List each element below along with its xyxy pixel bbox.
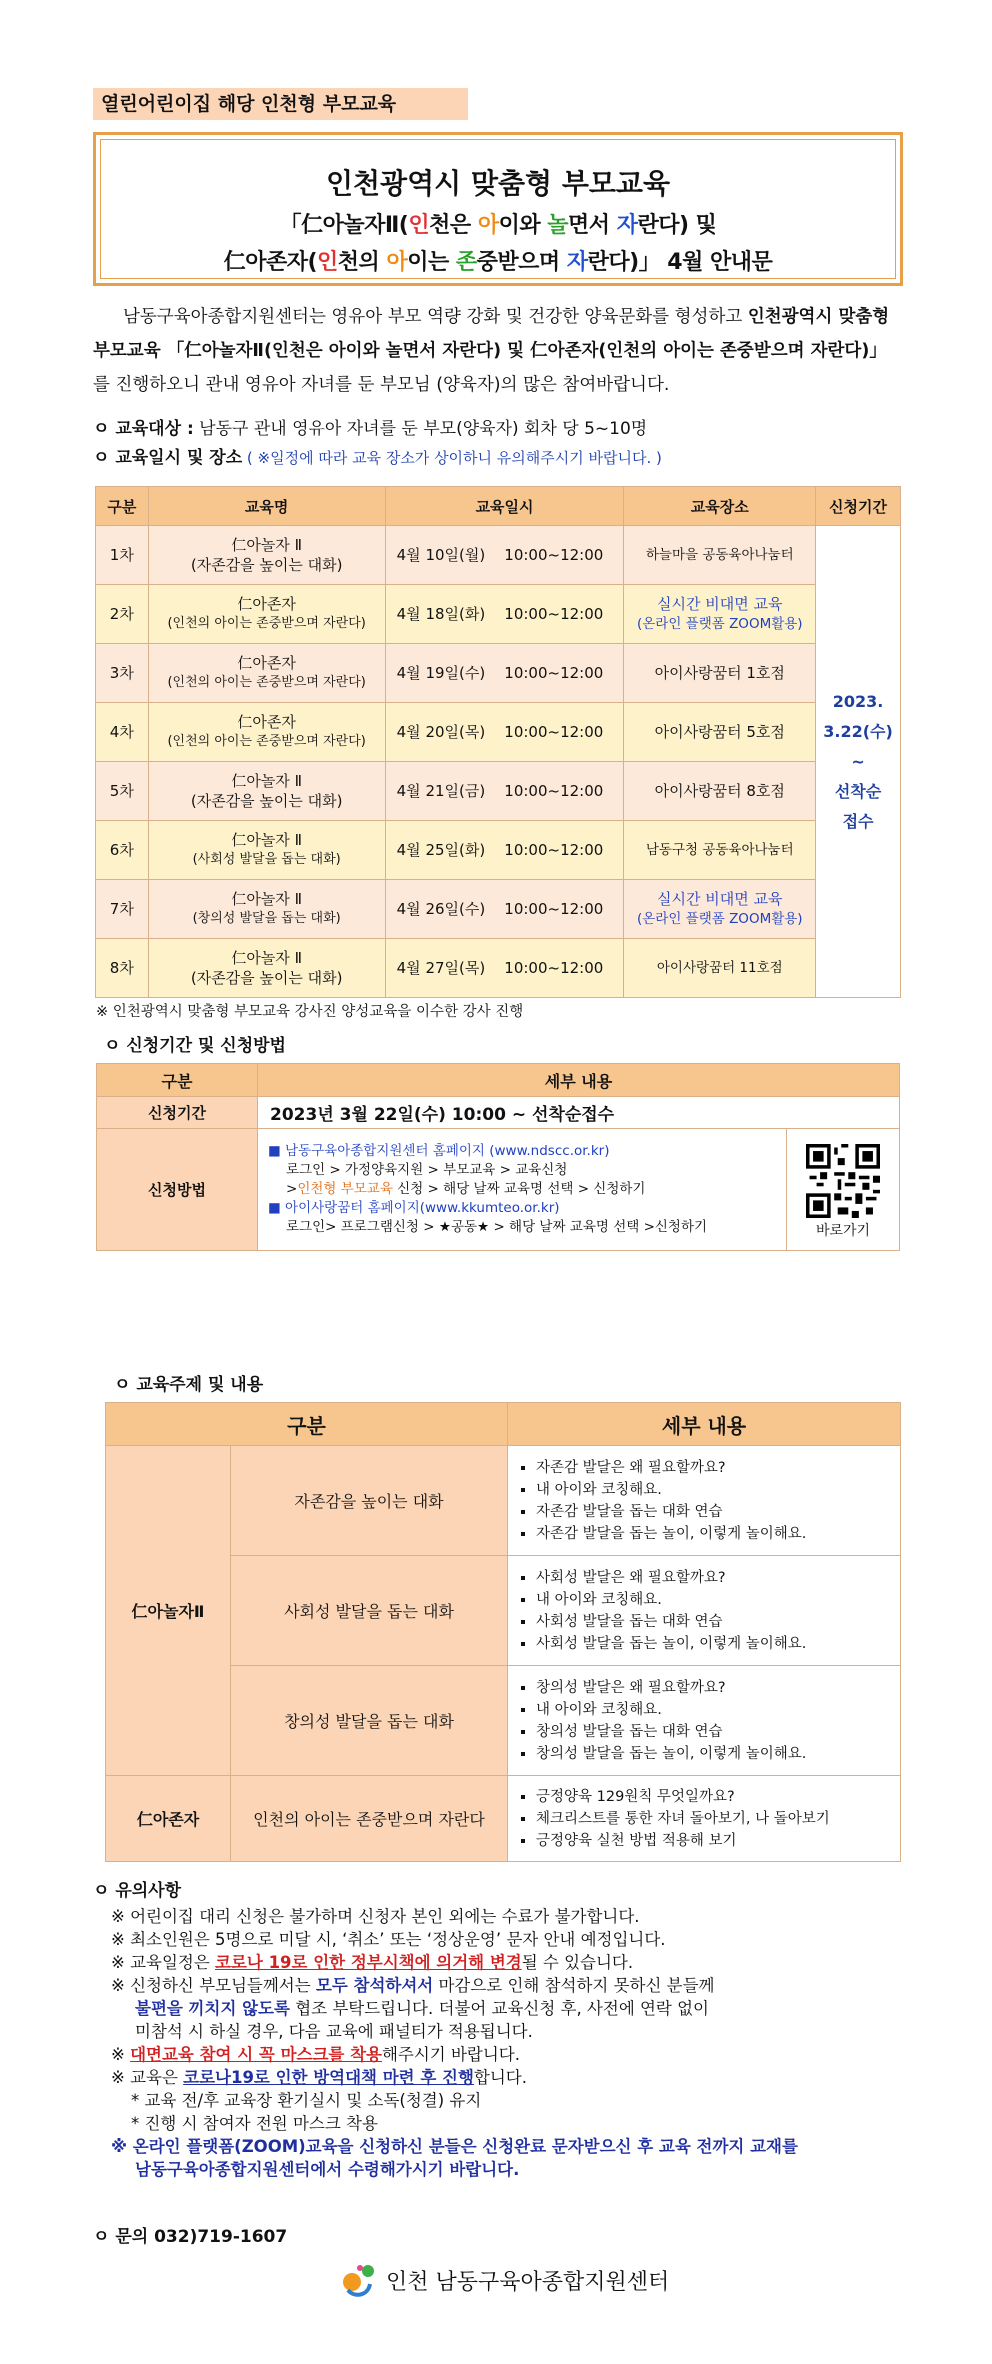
notes-section <box>93 1880 913 2181</box>
note-item: ※ 온라인 플랫폼(ZOOM)교육을 신청하신 분들은 신청완료 문자받으신 후 교육 전까지 교재를 <box>111 2137 798 2156</box>
session-place: 실시간 비대면 교육 (온라인 플랫폼 ZOOM활용) <box>624 880 816 939</box>
col-header: 교육일시 <box>385 487 624 526</box>
note-item: ※ 최소인원은 5명으로 미달 시, ‘취소’ 또는 ‘정상운영’ 문자 안내 예정입니다. <box>111 1930 666 1949</box>
method-step-highlight: 인천형 부모교육 <box>297 1181 393 1197</box>
topic-detail <box>508 1666 901 1776</box>
session-place: 아이사랑꿈터 5호점 <box>624 703 816 762</box>
schedule-row <box>96 526 901 585</box>
datetime-line <box>93 443 662 468</box>
col-header: 교육장소 <box>624 487 816 526</box>
target-label: ㅇ 교육대상 : <box>93 419 194 439</box>
intro-text-a: 남동구육아종합지원센터는 영유아 부모 역량 강화 및 건강한 양육문화를 형성하고 <box>123 307 748 327</box>
note-item: 남동구육아종합지원센터에서 수령해가시기 바랍니다. <box>135 2160 520 2179</box>
title-fragment: 존 <box>455 250 477 275</box>
topic-subject: 자존감을 높이는 대화 <box>231 1446 508 1556</box>
session-datetime: 4월 21일(금) 10:00~12:00 <box>385 762 624 821</box>
schedule-row <box>96 585 901 644</box>
session-number: 2차 <box>96 585 149 644</box>
schedule-row <box>96 703 901 762</box>
note-text: 해주시기 바랍니다. <box>381 2045 520 2064</box>
kkumteo-site-link[interactable]: 아이사랑꿈터 홈페이지(www.kkumteo.or.kr) <box>285 1200 560 1216</box>
session-name: 仁아놀자 Ⅱ (자존감을 높이는 대화) <box>148 939 385 998</box>
topic-subject: 창의성 발달을 돕는 대화 <box>231 1666 508 1776</box>
title-fragment: 仁아놀자Ⅱ( <box>301 213 409 238</box>
topic-detail <box>508 1776 901 1862</box>
session-name: 仁아놀자 Ⅱ (자존감을 높이는 대화) <box>148 526 385 585</box>
note-emphasis: 대면교육 참여 시 꼭 마스크를 착용 <box>130 2045 382 2064</box>
session-number: 7차 <box>96 880 149 939</box>
topic-category: 仁아놀자Ⅱ <box>106 1446 231 1776</box>
note-text: 미참석 시 하실 경우, 다음 교육에 패널티가 적용됩니다. <box>135 2022 533 2041</box>
title-fragment: 놀 <box>547 213 569 238</box>
note-text: 협조 부탁드립니다. 더불어 교육신청 후, 사전에 연락 없이 <box>289 1999 709 2018</box>
topic-detail-item: ▪ 체크리스트를 통한 자녀 돌아보기, 나 돌아보기 <box>536 1808 888 1830</box>
session-name: 仁아놀자 Ⅱ (자존감을 높이는 대화) <box>148 762 385 821</box>
col-header: 세부 내용 <box>508 1403 901 1446</box>
col-header: 구분 <box>106 1403 508 1446</box>
period-label: 신청기간 <box>97 1097 258 1129</box>
session-datetime: 4월 19일(수) 10:00~12:00 <box>385 644 624 703</box>
note-text: 합니다. <box>473 2068 527 2087</box>
topic-detail-item: ▪ 자존감 발달은 왜 필요할까요? <box>536 1457 888 1479</box>
period-value: 2023년 3월 22일(수) 10:00 ~ 선착순접수 <box>258 1097 900 1129</box>
note-emphasis: 코로나 19로 인한 정부시책에 의거해 변경 <box>215 1953 522 1972</box>
topic-detail-item: ▪ 긍정양육 실천 방법 적용해 보기 <box>536 1830 888 1852</box>
title-fragment: 이는 <box>407 250 456 275</box>
session-datetime: 4월 25일(화) 10:00~12:00 <box>385 821 624 880</box>
footer-logo <box>340 2262 669 2298</box>
footer-org-name: 인천 남동구육아종합지원센터 <box>386 2269 670 2295</box>
title-fragment: 천은 <box>429 213 478 238</box>
note-text: ※ 교육일정은 <box>111 1953 216 1972</box>
schedule-row <box>96 762 901 821</box>
topic-detail-item: ▪ 내 아이와 코칭해요. <box>536 1589 888 1611</box>
intro-paragraph <box>93 300 903 402</box>
session-name: 仁아존자 (인천의 아이는 존중받으며 자란다) <box>148 585 385 644</box>
topic-table <box>105 1402 901 1862</box>
target-value: 남동구 관내 영유아 자녀를 둔 부모(양육자) 회차 당 5~10명 <box>193 419 648 439</box>
ndscc-site-link[interactable]: 남동구육아종합지원센터 홈페이지 (www.ndscc.or.kr) <box>285 1143 610 1159</box>
title-fragment: 란다) 및 <box>637 213 717 238</box>
title-fragment: 仁아존자( <box>223 250 318 275</box>
category-badge: 열린어린이집 해당 인천형 부모교육 <box>93 88 468 120</box>
title-fragment: 자 <box>566 250 588 275</box>
title-fragment: 면서 <box>568 213 617 238</box>
title-fragment: 아 <box>477 213 499 238</box>
topic-category: 仁아존자 <box>106 1776 231 1862</box>
application-period: 2023. 3.22(수) ~ 선착순 접수 <box>816 526 901 998</box>
session-place: 아이사랑꿈터 11호점 <box>624 939 816 998</box>
note-item <box>93 2066 913 2089</box>
title-fragment: 아 <box>386 250 408 275</box>
note-emphasis: 코로나19로 인한 방역대책 마련 후 진행 <box>183 2068 474 2087</box>
session-number: 4차 <box>96 703 149 762</box>
method-label: 신청방법 <box>97 1129 258 1251</box>
session-datetime: 4월 26일(수) 10:00~12:00 <box>385 880 624 939</box>
topic-detail-item: ▪ 긍정양육 129원칙 무엇일까요? <box>536 1786 888 1808</box>
title-fragment: 중받으며 <box>476 250 567 275</box>
session-place: 실시간 비대면 교육 (온라인 플랫폼 ZOOM활용) <box>624 585 816 644</box>
title-fragment: 천의 <box>337 250 387 275</box>
topic-detail <box>508 1556 901 1666</box>
topic-section-title: ㅇ 교육주제 및 내용 <box>114 1375 264 1395</box>
title-fragment: 「 <box>279 213 302 238</box>
session-datetime: 4월 10일(월) 10:00~12:00 <box>385 526 624 585</box>
session-name: 仁아존자 (인천의 아이는 존중받으며 자란다) <box>148 644 385 703</box>
note-item: ※ 어린이집 대리 신청은 불가하며 신청자 본인 외에는 수료가 불가합니다. <box>111 1907 640 1926</box>
note-text: 마감으로 인해 참석하지 못하신 분들께 <box>433 1976 715 1995</box>
title-fragment: 인 <box>408 213 430 238</box>
method-step: 로그인 > 가정양육지원 > 부모교육 > 교육신청 <box>286 1162 568 1178</box>
method-step: 신청 > 해당 날짜 교육명 선택 > 신청하기 <box>392 1181 646 1197</box>
note-text: ※ 교육은 <box>111 2068 184 2087</box>
intro-text-bold: 인천광역시 맞춤형 부모교육 「仁아놀자Ⅱ(인천은 아이와 놀면서 자란다) 및 仁아존자(인천의 아이는 존중받으며 자란다)」 <box>93 307 890 361</box>
schedule-row <box>96 939 901 998</box>
topic-detail-item: ▪ 내 아이와 코칭해요. <box>536 1479 888 1501</box>
main-title: 인천광역시 맞춤형 부모교육 <box>325 167 671 200</box>
session-number: 1차 <box>96 526 149 585</box>
topic-detail-item: ▪ 창의성 발달을 돕는 대화 연습 <box>536 1721 888 1743</box>
session-number: 8차 <box>96 939 149 998</box>
schedule-footnote: ※ 인천광역시 맞춤형 부모교육 강사진 양성교육을 이수한 강사 진행 <box>96 1004 524 1020</box>
topic-detail-item: ▪ 자존감 발달을 돕는 놀이, 이렇게 놀이해요. <box>536 1523 888 1545</box>
method-detail: ■ 남동구육아종합지원센터 홈페이지 (www.ndscc.or.kr) 로그인 > 가정양육지원 > 부모교육 > 교육신청 >인천형 부모교육 신청 > 해당 날짜 교육명 선택 > 신청하기 ■ 아이사랑꿈터 홈페이지(www.kkumteo.or.kr) 로그인> 프로그램신청 > ★공동★ > 해당 날짜 교육명 선택 >신청하기 <box>258 1129 787 1251</box>
title-box <box>93 132 903 286</box>
note-text: 될 수 있습니다. <box>521 1953 634 1972</box>
session-number: 5차 <box>96 762 149 821</box>
topic-detail-item: ▪ 사회성 발달은 왜 필요할까요? <box>536 1567 888 1589</box>
topic-subject: 사회성 발달을 돕는 대화 <box>231 1556 508 1666</box>
note-text: ※ <box>111 2045 131 2064</box>
title-fragment: 자 <box>616 213 638 238</box>
topic-detail-item: ▪ 사회성 발달을 돕는 대화 연습 <box>536 1611 888 1633</box>
session-name: 仁아놀자 Ⅱ (사회성 발달을 돕는 대화) <box>148 821 385 880</box>
contact-line: ㅇ 문의 032)719-1607 <box>93 2227 288 2247</box>
topic-detail-item: ▪ 자존감 발달을 돕는 대화 연습 <box>536 1501 888 1523</box>
qr-cell[interactable] <box>787 1129 900 1251</box>
note-item <box>93 1951 913 1974</box>
schedule-row <box>96 644 901 703</box>
notes-title: ㅇ 유의사항 <box>93 1881 182 1901</box>
sub-title-line1 <box>101 208 895 239</box>
col-header: 교육명 <box>148 487 385 526</box>
col-header: 세부 내용 <box>258 1064 900 1097</box>
topic-detail-item: ▪ 내 아이와 코칭해요. <box>536 1699 888 1721</box>
session-number: 3차 <box>96 644 149 703</box>
title-fragment: 란다)」 4월 안내문 <box>587 250 773 275</box>
note-item <box>93 2043 913 2066</box>
session-place: 하늘마을 공동육아나눔터 <box>624 526 816 585</box>
schedule-row <box>96 880 901 939</box>
apply-section-title: ㅇ 신청기간 및 신청방법 <box>104 1036 286 1056</box>
schedule-table <box>95 486 901 998</box>
note-sub-item: * 진행 시 참여자 전원 마스크 착용 <box>131 2114 378 2133</box>
sub-title-line2 <box>101 245 895 276</box>
session-place: 아이사랑꿈터 8호점 <box>624 762 816 821</box>
intro-text-c: 를 진행하오니 관내 영유아 자녀를 둔 부모님 (양육자)의 많은 참여바랍니다. <box>93 375 670 395</box>
session-datetime: 4월 18일(화) 10:00~12:00 <box>385 585 624 644</box>
col-header: 신청기간 <box>816 487 901 526</box>
session-datetime: 4월 20일(목) 10:00~12:00 <box>385 703 624 762</box>
note-emphasis: 모두 참석하셔서 <box>315 1976 434 1995</box>
qr-code-icon[interactable] <box>806 1144 880 1218</box>
title-fragment: 인 <box>317 250 338 275</box>
note-text: ※ 신청하신 부모님들께서는 <box>111 1976 316 1995</box>
schedule-row <box>96 821 901 880</box>
target-line <box>93 414 647 439</box>
apply-table <box>96 1063 900 1251</box>
topic-detail-item: ▪ 창의성 발달을 돕는 놀이, 이렇게 놀이해요. <box>536 1743 888 1765</box>
col-header: 구분 <box>97 1064 258 1097</box>
note-item <box>93 1974 913 1997</box>
datetime-label: ㅇ 교육일시 및 장소 <box>93 448 243 468</box>
session-number: 6차 <box>96 821 149 880</box>
topic-detail-item: ▪ 창의성 발달은 왜 필요할까요? <box>536 1677 888 1699</box>
qr-label[interactable]: 바로가기 <box>815 1222 871 1239</box>
col-header: 구분 <box>96 487 149 526</box>
note-sub-item: * 교육 전/후 교육장 환기실시 및 소독(청결) 유지 <box>131 2091 482 2110</box>
method-step: 로그인> 프로그램신청 > ★공동★ > 해당 날짜 교육명 선택 >신청하기 <box>286 1219 708 1235</box>
session-name: 仁아존자 (인천의 아이는 존중받으며 자란다) <box>148 703 385 762</box>
session-name: 仁아놀자 Ⅱ (창의성 발달을 돕는 대화) <box>148 880 385 939</box>
center-logo-icon <box>340 2262 380 2298</box>
note-emphasis: 불편을 끼치지 않도록 <box>135 1999 290 2018</box>
method-step: > <box>286 1181 298 1197</box>
topic-detail <box>508 1446 901 1556</box>
datetime-note: ( ※일정에 따라 교육 장소가 상이하니 유의해주시기 바랍니다. ) <box>242 449 662 467</box>
session-datetime: 4월 27일(목) 10:00~12:00 <box>385 939 624 998</box>
title-fragment: 이와 <box>498 213 548 238</box>
topic-subject: 인천의 아이는 존중받으며 자란다 <box>231 1776 508 1862</box>
schedule-header-row <box>96 487 901 526</box>
session-place: 아이사랑꿈터 1호점 <box>624 644 816 703</box>
topic-detail-item: ▪ 사회성 발달을 돕는 놀이, 이렇게 놀이해요. <box>536 1633 888 1655</box>
session-place: 남동구청 공동육아나눔터 <box>624 821 816 880</box>
